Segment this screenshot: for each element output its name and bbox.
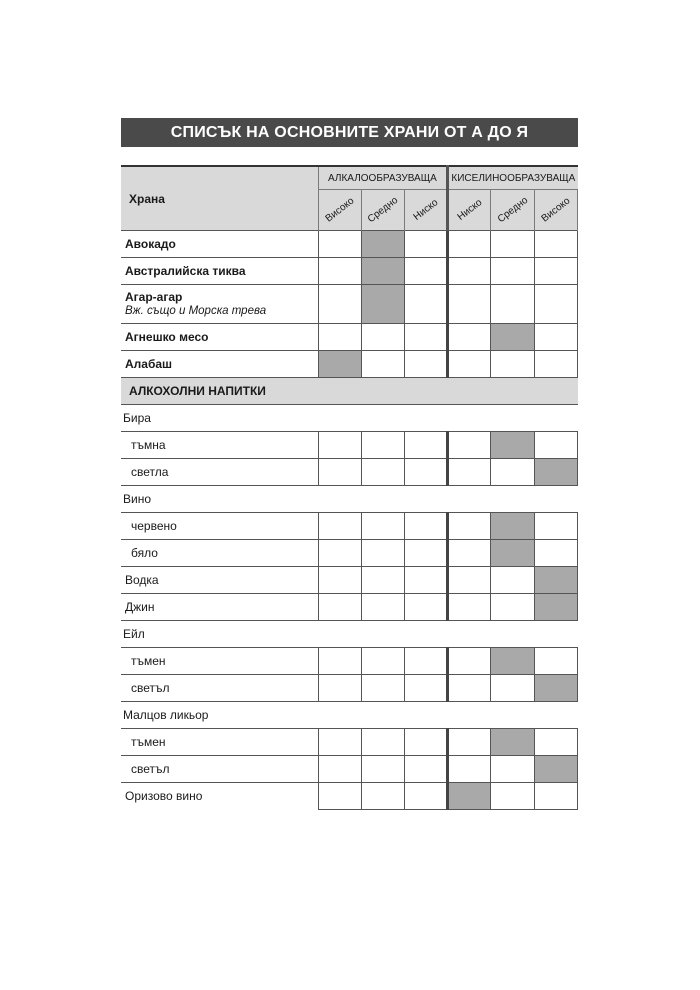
level-cell xyxy=(534,432,577,459)
food-name xyxy=(121,324,318,351)
food-name-text: светъл xyxy=(131,681,170,695)
level-cell xyxy=(534,540,577,567)
level-cell-marked xyxy=(361,258,404,285)
level-cell xyxy=(534,729,577,756)
food-column-header: Храна xyxy=(121,166,318,231)
level-cell xyxy=(491,594,534,621)
level-cell xyxy=(448,432,491,459)
level-cell xyxy=(405,324,448,351)
group-row xyxy=(121,702,578,729)
level-cell-marked xyxy=(361,231,404,258)
level-cell xyxy=(405,258,448,285)
level-cell xyxy=(361,432,404,459)
level-cell xyxy=(491,459,534,486)
level-cell-marked xyxy=(534,675,577,702)
food-name xyxy=(121,459,318,486)
level-cell xyxy=(405,675,448,702)
food-name-text: тъмен xyxy=(131,735,166,749)
level-cell xyxy=(448,324,491,351)
food-name xyxy=(121,258,318,285)
food-name-text: Агар-агар xyxy=(125,290,183,304)
level-cell xyxy=(318,432,361,459)
level-cell xyxy=(318,675,361,702)
level-cell-marked xyxy=(448,783,491,810)
level-cell-marked xyxy=(491,729,534,756)
level-cell xyxy=(534,258,577,285)
level-cell xyxy=(318,324,361,351)
level-cell xyxy=(361,513,404,540)
level-cell xyxy=(361,594,404,621)
level-cell xyxy=(405,756,448,783)
level-cell xyxy=(534,351,577,378)
level-cell xyxy=(361,729,404,756)
level-cell xyxy=(318,285,361,324)
food-name-text: Австралийска тиква xyxy=(125,264,246,278)
level-cell xyxy=(405,729,448,756)
food-name xyxy=(121,432,318,459)
level-cell xyxy=(491,258,534,285)
food-name xyxy=(121,594,318,621)
level-cell xyxy=(534,783,577,810)
level-cell xyxy=(318,729,361,756)
alkaline-group-header: АЛКАЛООБРАЗУВАЩА xyxy=(318,166,448,190)
food-name xyxy=(121,729,318,756)
level-cell xyxy=(361,567,404,594)
level-cell-marked xyxy=(491,432,534,459)
group-label: Ейл xyxy=(121,621,578,648)
level-cell xyxy=(491,351,534,378)
level-cell xyxy=(361,675,404,702)
food-name-text: Алабаш xyxy=(125,357,173,371)
level-cell xyxy=(534,513,577,540)
food-name xyxy=(121,567,318,594)
alkaline-level-header: Средно xyxy=(361,190,404,231)
level-cell xyxy=(448,540,491,567)
level-cell xyxy=(361,756,404,783)
level-cell xyxy=(405,351,448,378)
group-row xyxy=(121,621,578,648)
section-header-row xyxy=(121,378,578,405)
group-label: Малцов ликьор xyxy=(121,702,578,729)
table-row xyxy=(121,756,578,783)
food-name-text: Оризово вино xyxy=(125,789,203,804)
level-cell-marked xyxy=(491,540,534,567)
level-cell xyxy=(318,231,361,258)
level-cell xyxy=(448,756,491,783)
level-cell xyxy=(448,648,491,675)
level-cell-marked xyxy=(318,351,361,378)
acid-group-header: КИСЕЛИНООБРАЗУВАЩА xyxy=(448,166,578,190)
level-cell xyxy=(448,351,491,378)
table-row xyxy=(121,783,578,810)
table-row xyxy=(121,594,578,621)
level-cell xyxy=(534,285,577,324)
food-name-text: бяло xyxy=(131,546,158,560)
level-cell xyxy=(491,783,534,810)
page-title: СПИСЪК НА ОСНОВНИТЕ ХРАНИ ОТ А ДО Я xyxy=(121,118,578,147)
level-cell xyxy=(448,258,491,285)
level-cell xyxy=(361,459,404,486)
table-row xyxy=(121,729,578,756)
level-cell xyxy=(405,594,448,621)
acid-level-header: Високо xyxy=(534,190,577,231)
level-cell xyxy=(405,648,448,675)
level-cell-marked xyxy=(534,594,577,621)
level-cell-marked xyxy=(534,567,577,594)
level-cell xyxy=(405,459,448,486)
level-cell xyxy=(361,351,404,378)
food-name xyxy=(121,540,318,567)
level-cell xyxy=(405,513,448,540)
level-cell xyxy=(448,231,491,258)
level-cell xyxy=(448,285,491,324)
table-row xyxy=(121,231,578,258)
level-cell xyxy=(405,540,448,567)
group-row xyxy=(121,405,578,432)
food-name xyxy=(121,783,318,810)
level-cell xyxy=(534,648,577,675)
level-cell-marked xyxy=(491,324,534,351)
alkaline-level-header: Високо xyxy=(318,190,361,231)
level-cell xyxy=(448,513,491,540)
table-row xyxy=(121,540,578,567)
level-cell xyxy=(318,513,361,540)
level-cell-marked xyxy=(361,285,404,324)
food-name-text: светъл xyxy=(131,762,170,776)
food-name xyxy=(121,648,318,675)
food-name-text: Водка xyxy=(125,573,159,587)
food-name-text: червено xyxy=(131,519,177,533)
level-cell xyxy=(405,231,448,258)
level-cell xyxy=(491,231,534,258)
food-name xyxy=(121,285,318,324)
section-title: АЛКОХОЛНИ НАПИТКИ xyxy=(121,378,578,405)
level-cell xyxy=(448,459,491,486)
level-cell-marked xyxy=(534,459,577,486)
food-name xyxy=(121,231,318,258)
table-row xyxy=(121,675,578,702)
food-name-text: светла xyxy=(131,465,169,479)
group-label: Вино xyxy=(121,486,578,513)
level-cell xyxy=(448,675,491,702)
food-name xyxy=(121,675,318,702)
table-row xyxy=(121,258,578,285)
level-cell xyxy=(318,783,361,810)
level-cell xyxy=(361,648,404,675)
table-row xyxy=(121,351,578,378)
level-cell xyxy=(318,648,361,675)
table-row xyxy=(121,459,578,486)
level-cell xyxy=(448,594,491,621)
level-cell-marked xyxy=(491,648,534,675)
food-name-text: Авокадо xyxy=(125,237,176,251)
table-row xyxy=(121,513,578,540)
acid-level-header: Ниско xyxy=(448,190,491,231)
level-cell-marked xyxy=(534,756,577,783)
food-note: Вж. също и Морска трева xyxy=(125,305,267,317)
level-cell xyxy=(361,540,404,567)
level-cell xyxy=(405,783,448,810)
food-name xyxy=(121,513,318,540)
alkaline-level-header: Ниско xyxy=(405,190,448,231)
food-name-text: тъмен xyxy=(131,654,166,668)
level-cell xyxy=(405,285,448,324)
level-cell xyxy=(405,567,448,594)
level-cell xyxy=(448,567,491,594)
level-cell xyxy=(491,285,534,324)
table-row xyxy=(121,432,578,459)
group-label: Бира xyxy=(121,405,578,432)
food-name-text: тъмна xyxy=(131,438,166,452)
level-cell xyxy=(318,459,361,486)
level-cell xyxy=(405,432,448,459)
food-name xyxy=(121,756,318,783)
table-row xyxy=(121,285,578,324)
level-cell xyxy=(491,675,534,702)
level-cell xyxy=(318,594,361,621)
table-row xyxy=(121,324,578,351)
level-cell xyxy=(534,231,577,258)
level-cell xyxy=(448,729,491,756)
group-row xyxy=(121,486,578,513)
level-cell xyxy=(361,783,404,810)
level-cell xyxy=(318,756,361,783)
level-cell xyxy=(361,324,404,351)
level-cell xyxy=(491,756,534,783)
level-cell-marked xyxy=(491,513,534,540)
level-cell xyxy=(534,324,577,351)
food-name-text: Джин xyxy=(125,600,155,614)
table-body xyxy=(121,231,578,810)
level-cell xyxy=(318,258,361,285)
level-cell xyxy=(491,567,534,594)
level-cell xyxy=(318,540,361,567)
acid-level-header: Средно xyxy=(491,190,534,231)
food-table xyxy=(121,165,578,810)
table-row xyxy=(121,567,578,594)
food-name xyxy=(121,351,318,378)
level-cell xyxy=(318,567,361,594)
food-name-text: Агнешко месо xyxy=(125,330,209,344)
table-row xyxy=(121,648,578,675)
